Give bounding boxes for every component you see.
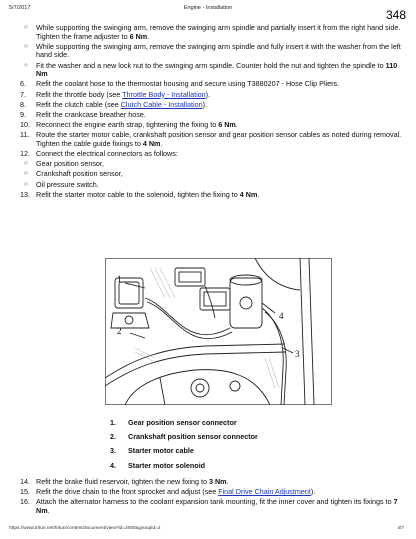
step-text <box>36 120 238 129</box>
step-text-pre: Attach the alternator harness to the coolant expansion tank mounting, fit the inner cover and tighten its fixings to <box>36 497 394 507</box>
step-text-content: While supporting the swinging arm, remove the swinging arm spindle and fully insert it with the washer from the left hand side. <box>36 41 401 60</box>
procedure-link[interactable]: Final Drive Chain Adjustment <box>218 487 311 497</box>
list-step <box>20 109 404 120</box>
step-number: 8. <box>20 99 26 109</box>
footer-page: 4/7 <box>397 526 404 531</box>
step-text <box>36 497 398 515</box>
list-substep <box>24 62 404 79</box>
page-number: 348 <box>385 8 406 22</box>
list-substep <box>24 24 404 41</box>
step-text-pre: Refit the clutch cable (see <box>36 99 121 109</box>
step-text <box>36 477 229 486</box>
torque-value: 6 Nm <box>218 120 236 130</box>
instruction-list-bottom <box>20 477 404 517</box>
legend-number: 3. <box>110 446 116 456</box>
step-text-pre: While supporting the swinging arm, remove the swinging arm spindle and partially insert it from the right hand side. Tighten the frame adjuster to <box>36 23 401 41</box>
torque-value: 6 Nm <box>129 31 148 41</box>
step-text-post: . <box>257 189 260 199</box>
print-title: Engine - Installation <box>183 5 233 11</box>
step-text-post: . <box>226 477 229 486</box>
list-step <box>20 79 404 89</box>
list-substep <box>24 170 404 179</box>
step-text-pre: Refit the throttle body (see <box>36 89 123 99</box>
torque-value: 7 Nm <box>36 497 398 515</box>
step-text <box>36 90 210 99</box>
step-number: 7. <box>20 89 26 99</box>
step-text-post: . <box>235 120 238 130</box>
legend-item <box>110 444 258 458</box>
list-substep <box>24 181 404 190</box>
list-step <box>20 189 404 200</box>
list-step <box>20 89 404 100</box>
step-text-pre: Refit the brake fluid reservoir, tighten the new fixing to <box>36 477 209 486</box>
step-text-pre: Fit the washer and a new lock nut to the swinging arm spindle. Counter hold the nut and tighten the spindle to <box>36 60 386 70</box>
legend-label: Starter motor solenoid <box>128 460 206 470</box>
bullet-icon: ○ <box>24 24 28 31</box>
bullet-icon: ○ <box>24 160 28 168</box>
step-number: 10. <box>20 120 30 130</box>
step-text-post: . <box>160 138 163 148</box>
step-text-content: Refit the crankcase breather hose. <box>36 109 146 119</box>
callout-4: 4 <box>279 311 284 321</box>
step-text <box>36 100 207 109</box>
step-text-post: ). <box>202 99 207 109</box>
callout-3: 3 <box>295 349 300 359</box>
legend-number: 4. <box>110 460 116 470</box>
list-step <box>20 120 404 130</box>
step-text-pre: Route the starter motor cable, crankshaft position sensor and gear position sensor cables as noted during removal. Tighten the cable guide fixings to <box>36 130 402 148</box>
step-number: 16. <box>20 497 30 507</box>
torque-value: 110 Nm <box>36 60 398 79</box>
step-text <box>36 23 400 41</box>
bullet-icon: ○ <box>24 170 28 178</box>
step-text <box>36 180 99 189</box>
torque-value: 4 Nm <box>239 189 258 199</box>
step-text-content: Crankshaft position sensor, <box>36 169 123 179</box>
list-substep <box>24 43 404 60</box>
list-step <box>20 487 404 497</box>
step-number: 6. <box>20 79 26 89</box>
step-number: 15. <box>20 487 30 497</box>
step-text-post: . <box>47 505 50 515</box>
legend-number: 1. <box>110 418 116 427</box>
list-substep <box>24 160 404 169</box>
engine-illustration <box>105 258 332 405</box>
print-date: 5/7/2017 <box>9 5 31 11</box>
step-text <box>36 169 123 178</box>
legend-item <box>110 416 258 430</box>
step-text-content: Connect the electrical connectors as follows: <box>36 149 178 159</box>
figure-legend <box>110 416 258 473</box>
step-text-post: ). <box>310 487 316 497</box>
step-number: 13. <box>20 189 30 199</box>
step-number: 11. <box>20 130 30 140</box>
step-text-pre: Reconnect the engine earth strap, tightening the fixing to <box>36 120 219 130</box>
list-step <box>20 149 404 159</box>
bullet-icon: ○ <box>24 61 28 69</box>
step-text <box>36 149 178 158</box>
legend-number: 2. <box>110 432 116 442</box>
step-text <box>36 61 397 79</box>
step-text-content: Oil pressure switch. <box>36 179 99 189</box>
callout-2: 2 <box>117 326 122 336</box>
list-step <box>20 477 404 487</box>
step-number: 14. <box>20 477 30 486</box>
step-text-pre: Refit the starter motor cable to the solenoid, tighten the fixing to <box>36 189 240 199</box>
step-text-pre: Refit the drive chain to the front sprocket and adjust (see <box>36 487 219 497</box>
torque-value: 4 Nm <box>142 138 161 148</box>
legend-label: Starter motor cable <box>128 446 194 456</box>
step-number: 12. <box>20 149 30 159</box>
engine-figure <box>105 258 332 405</box>
step-text-content: Gear position sensor, <box>36 159 104 169</box>
procedure-link[interactable]: Throttle Body - Installation <box>122 89 206 99</box>
step-text <box>36 487 315 496</box>
bullet-icon: ○ <box>24 42 28 50</box>
list-step <box>20 130 404 148</box>
legend-item <box>110 430 258 444</box>
legend-label: Gear position sensor connector <box>128 418 237 427</box>
step-text-post: . <box>147 31 150 41</box>
step-number: 9. <box>20 109 26 119</box>
list-step <box>20 99 404 110</box>
legend-label: Crankshaft position sensor connector <box>128 432 258 442</box>
step-text <box>36 159 104 168</box>
step-text <box>36 130 401 148</box>
step-text <box>36 79 339 88</box>
instruction-list-top <box>20 23 404 201</box>
step-text <box>36 190 259 199</box>
callout-1: 1 <box>117 274 122 284</box>
step-text-content: Refit the coolant hose to the thermostat housing and secure using T3880207 - Hose Clip Pliers. <box>36 79 340 89</box>
legend-item <box>110 459 258 473</box>
footer-url: https://www.tritun.net/tritun/content/document/view?id=2005&groupid=2 <box>9 526 161 531</box>
step-text <box>36 42 401 60</box>
procedure-link[interactable]: Clutch Cable - Installation <box>120 99 203 109</box>
step-text-post: ). <box>205 89 211 99</box>
bullet-icon: ○ <box>24 180 28 188</box>
torque-value: 3 Nm <box>209 477 227 486</box>
step-text <box>36 110 146 119</box>
list-step <box>20 497 404 515</box>
